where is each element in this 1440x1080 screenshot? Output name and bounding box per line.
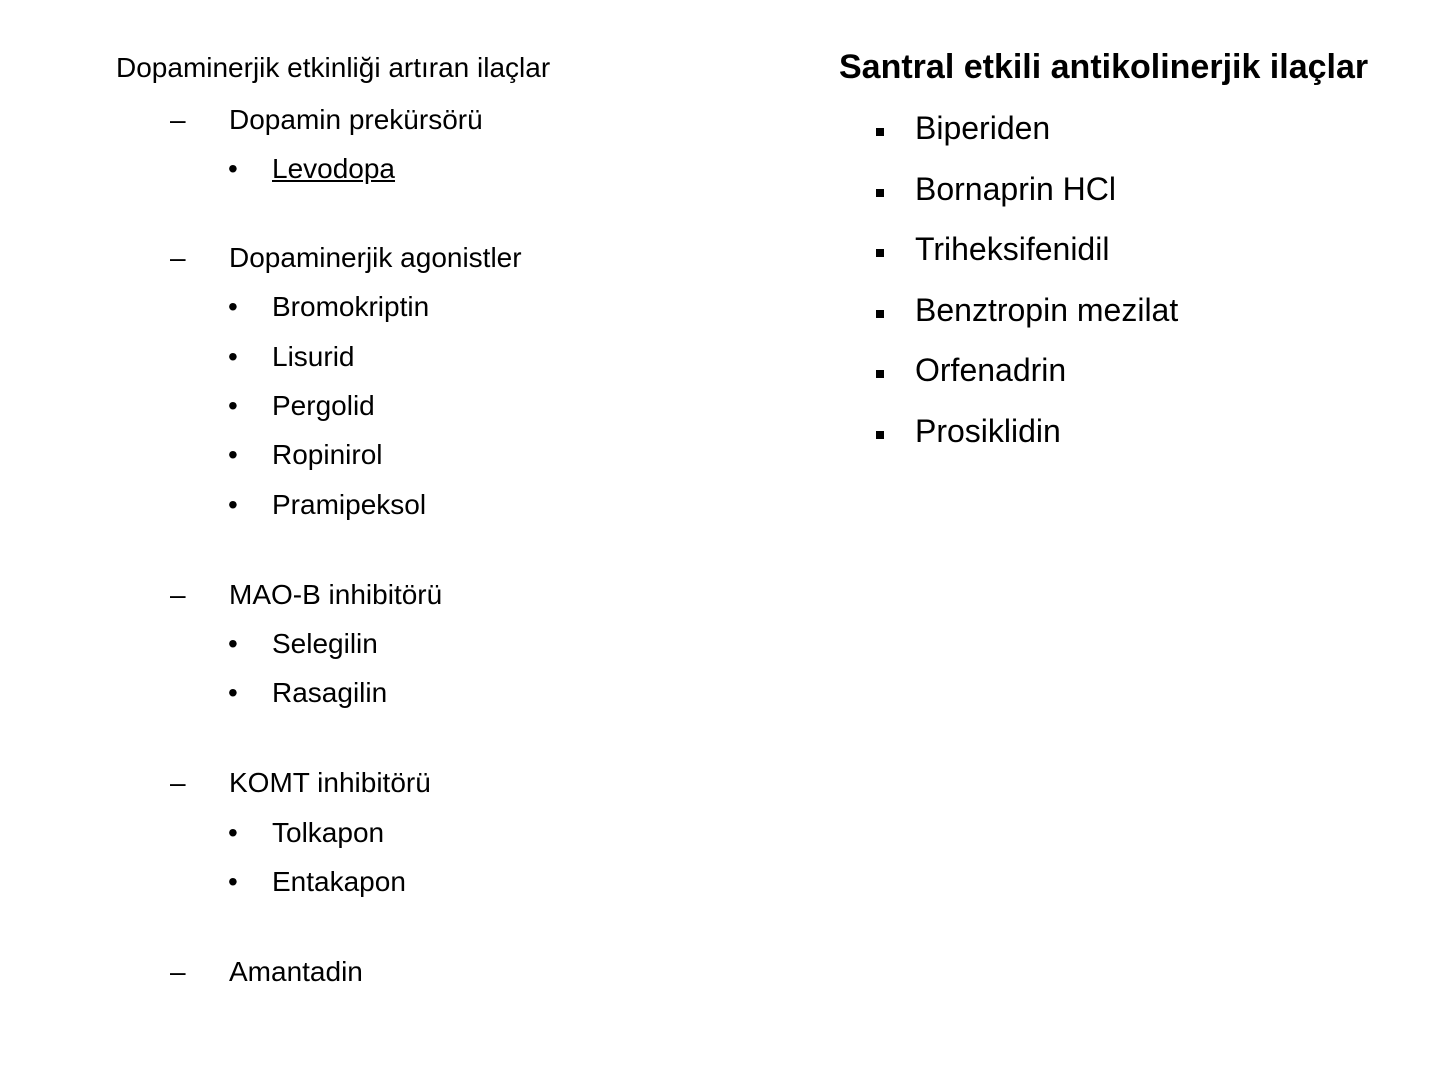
- dash-bullet: –: [170, 104, 186, 135]
- dot-bullet: •: [228, 153, 238, 184]
- item-bornaprin-hcl: Bornaprin HCl: [915, 171, 1116, 207]
- item-entakapon: Entakapon: [272, 866, 406, 897]
- item-pergolid: Pergolid: [272, 390, 375, 421]
- dot-bullet: •: [228, 341, 238, 372]
- left-column-title: Dopaminerjik etkinliği artıran ilaçlar: [116, 52, 551, 83]
- item-rasagilin: Rasagilin: [272, 677, 388, 708]
- item-orfenadrin: Orfenadrin: [915, 352, 1067, 388]
- square-bullet-icon: [876, 310, 884, 318]
- category-dopaminerjik-agonistler: Dopaminerjik agonistler: [229, 242, 522, 273]
- square-bullet-icon: [876, 128, 884, 136]
- dash-bullet: –: [170, 579, 186, 610]
- dash-bullet: –: [170, 767, 186, 798]
- dot-bullet: •: [228, 628, 238, 659]
- category-dopamin-prekursoru: Dopamin prekürsörü: [229, 104, 483, 135]
- square-bullet-icon: [876, 249, 884, 257]
- dot-bullet: •: [228, 291, 238, 322]
- item-lisurid: Lisurid: [272, 341, 355, 372]
- item-triheksifenidil: Triheksifenidil: [915, 231, 1110, 267]
- dash-bullet: –: [170, 956, 186, 987]
- category-amantadin: Amantadin: [229, 956, 363, 987]
- item-bromokriptin: Bromokriptin: [272, 291, 430, 322]
- category-mao-b-inhibitoru: MAO-B inhibitörü: [229, 579, 443, 610]
- item-pramipeksol: Pramipeksol: [272, 489, 427, 520]
- square-bullet-icon: [876, 370, 884, 378]
- item-prosiklidin: Prosiklidin: [915, 413, 1061, 449]
- dash-bullet: –: [170, 242, 186, 273]
- item-tolkapon: Tolkapon: [272, 817, 385, 848]
- item-benztropin-mezilat: Benztropin mezilat: [915, 292, 1179, 328]
- dot-bullet: •: [228, 390, 238, 421]
- item-biperiden: Biperiden: [915, 110, 1051, 146]
- dot-bullet: •: [228, 489, 238, 520]
- dot-bullet: •: [228, 817, 238, 848]
- dot-bullet: •: [228, 677, 238, 708]
- square-bullet-icon: [876, 189, 884, 197]
- category-komt-inhibitoru: KOMT inhibitörü: [229, 767, 431, 798]
- item-selegilin: Selegilin: [272, 628, 378, 659]
- dot-bullet: •: [228, 866, 238, 897]
- square-bullet-icon: [876, 431, 884, 439]
- item-levodopa-link[interactable]: Levodopa: [272, 153, 396, 184]
- item-ropinirol: Ropinirol: [272, 439, 383, 470]
- right-column-title: Santral etkili antikolinerjik ilaçlar: [839, 48, 1369, 86]
- dot-bullet: •: [228, 439, 238, 470]
